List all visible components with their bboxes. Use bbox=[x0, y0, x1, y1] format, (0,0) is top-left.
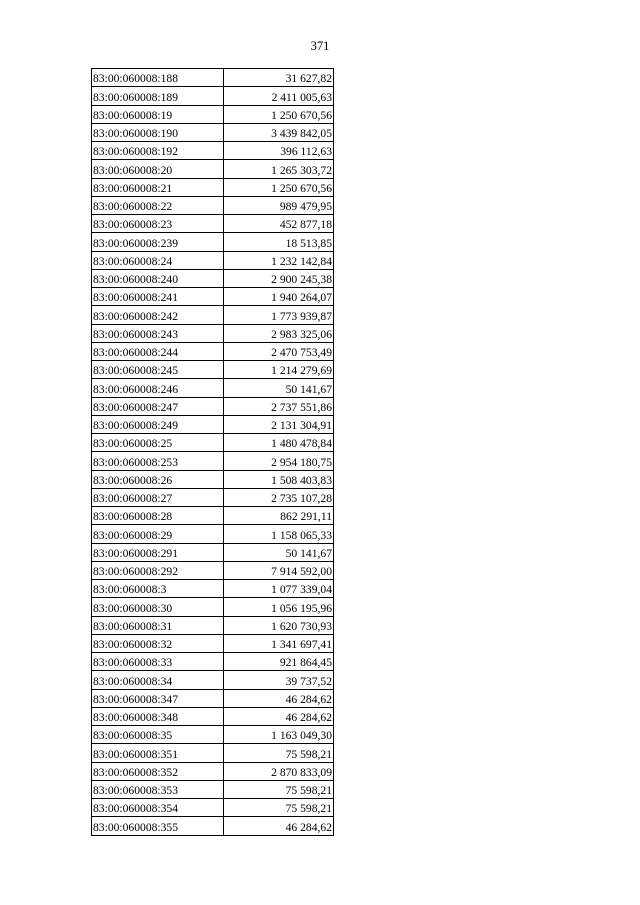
table-row bbox=[92, 762, 334, 780]
cadastral-value-cell: 1 773 939,87 bbox=[224, 306, 334, 324]
table-row bbox=[92, 397, 334, 415]
cadastral-value-cell: 50 141,67 bbox=[224, 379, 334, 397]
cadastral-value-cell: 31 627,82 bbox=[224, 69, 334, 87]
table-row bbox=[92, 634, 334, 652]
cadastral-value-cell: 75 598,21 bbox=[224, 744, 334, 762]
cadastral-value-cell: 2 737 551,86 bbox=[224, 397, 334, 415]
cadastral-number-cell: 83:00:060008:292 bbox=[92, 561, 224, 579]
table-row bbox=[92, 379, 334, 397]
cadastral-number-cell: 83:00:060008:247 bbox=[92, 397, 224, 415]
cadastral-value-cell: 2 954 180,75 bbox=[224, 452, 334, 470]
table-row bbox=[92, 123, 334, 141]
cadastral-value-cell: 2 735 107,28 bbox=[224, 488, 334, 506]
cadastral-number-cell: 83:00:060008:241 bbox=[92, 288, 224, 306]
cadastral-value-cell: 46 284,62 bbox=[224, 817, 334, 835]
cadastral-number-cell: 83:00:060008:31 bbox=[92, 616, 224, 634]
table-row bbox=[92, 361, 334, 379]
table-row bbox=[92, 744, 334, 762]
cadastral-number-cell: 83:00:060008:189 bbox=[92, 87, 224, 105]
table-row bbox=[92, 415, 334, 433]
cadastral-value-cell: 75 598,21 bbox=[224, 799, 334, 817]
table-body bbox=[92, 69, 334, 836]
cadastral-number-cell: 83:00:060008:24 bbox=[92, 251, 224, 269]
cadastral-number-cell: 83:00:060008:23 bbox=[92, 215, 224, 233]
cadastral-value-cell: 1 056 195,96 bbox=[224, 598, 334, 616]
table-row bbox=[92, 269, 334, 287]
table-row bbox=[92, 233, 334, 251]
cadastral-value-cell: 2 411 005,63 bbox=[224, 87, 334, 105]
cadastral-number-cell: 83:00:060008:30 bbox=[92, 598, 224, 616]
cadastral-value-cell: 18 513,85 bbox=[224, 233, 334, 251]
cadastral-number-cell: 83:00:060008:28 bbox=[92, 507, 224, 525]
cadastral-number-cell: 83:00:060008:25 bbox=[92, 434, 224, 452]
cadastral-value-cell: 1 232 142,84 bbox=[224, 251, 334, 269]
table-row bbox=[92, 160, 334, 178]
cadastral-value-cell: 921 864,45 bbox=[224, 653, 334, 671]
table-row bbox=[92, 178, 334, 196]
table-row bbox=[92, 799, 334, 817]
table-row bbox=[92, 598, 334, 616]
cadastral-number-cell: 83:00:060008:239 bbox=[92, 233, 224, 251]
table-row bbox=[92, 580, 334, 598]
cadastral-number-cell: 83:00:060008:355 bbox=[92, 817, 224, 835]
cadastral-value-cell: 1 508 403,83 bbox=[224, 470, 334, 488]
cadastral-number-cell: 83:00:060008:242 bbox=[92, 306, 224, 324]
cadastral-value-cell: 7 914 592,00 bbox=[224, 561, 334, 579]
cadastral-number-cell: 83:00:060008:352 bbox=[92, 762, 224, 780]
table-row bbox=[92, 215, 334, 233]
cadastral-number-cell: 83:00:060008:244 bbox=[92, 342, 224, 360]
table-row bbox=[92, 817, 334, 835]
cadastral-number-cell: 83:00:060008:3 bbox=[92, 580, 224, 598]
cadastral-number-cell: 83:00:060008:34 bbox=[92, 671, 224, 689]
cadastral-number-cell: 83:00:060008:19 bbox=[92, 105, 224, 123]
cadastral-value-cell: 3 439 842,05 bbox=[224, 123, 334, 141]
cadastral-number-cell: 83:00:060008:348 bbox=[92, 707, 224, 725]
cadastral-value-cell: 396 112,63 bbox=[224, 142, 334, 160]
cadastral-number-cell: 83:00:060008:243 bbox=[92, 324, 224, 342]
table-row bbox=[92, 671, 334, 689]
cadastral-number-cell: 83:00:060008:188 bbox=[92, 69, 224, 87]
cadastral-value-cell: 1 158 065,33 bbox=[224, 525, 334, 543]
cadastral-number-cell: 83:00:060008:249 bbox=[92, 415, 224, 433]
table-row bbox=[92, 105, 334, 123]
cadastral-number-cell: 83:00:060008:32 bbox=[92, 634, 224, 652]
table-row bbox=[92, 689, 334, 707]
table-row bbox=[92, 507, 334, 525]
table-row bbox=[92, 488, 334, 506]
cadastral-value-cell: 1 077 339,04 bbox=[224, 580, 334, 598]
cadastral-number-cell: 83:00:060008:35 bbox=[92, 726, 224, 744]
table-row bbox=[92, 561, 334, 579]
cadastral-value-cell: 1 265 303,72 bbox=[224, 160, 334, 178]
table-row bbox=[92, 653, 334, 671]
cadastral-number-cell: 83:00:060008:27 bbox=[92, 488, 224, 506]
cadastral-number-cell: 83:00:060008:29 bbox=[92, 525, 224, 543]
cadastral-value-cell: 2 870 833,09 bbox=[224, 762, 334, 780]
cadastral-value-cell: 1 620 730,93 bbox=[224, 616, 334, 634]
table-row bbox=[92, 434, 334, 452]
cadastral-number-cell: 83:00:060008:190 bbox=[92, 123, 224, 141]
cadastral-value-cell: 2 900 245,38 bbox=[224, 269, 334, 287]
table-row bbox=[92, 726, 334, 744]
cadastral-value-cell: 50 141,67 bbox=[224, 543, 334, 561]
cadastral-value-cell: 1 480 478,84 bbox=[224, 434, 334, 452]
table-row bbox=[92, 196, 334, 214]
table-row bbox=[92, 142, 334, 160]
cadastral-value-cell: 1 250 670,56 bbox=[224, 105, 334, 123]
cadastral-value-cell: 46 284,62 bbox=[224, 707, 334, 725]
table-row bbox=[92, 288, 334, 306]
table-row bbox=[92, 543, 334, 561]
cadastral-value-cell: 2 983 325,06 bbox=[224, 324, 334, 342]
cadastral-value-cell: 989 479,95 bbox=[224, 196, 334, 214]
cadastral-number-cell: 83:00:060008:26 bbox=[92, 470, 224, 488]
cadastral-number-cell: 83:00:060008:351 bbox=[92, 744, 224, 762]
table-row bbox=[92, 470, 334, 488]
table-row bbox=[92, 525, 334, 543]
cadastral-value-cell: 452 877,18 bbox=[224, 215, 334, 233]
cadastral-value-cell: 1 250 670,56 bbox=[224, 178, 334, 196]
cadastral-value-cell: 1 341 697,41 bbox=[224, 634, 334, 652]
table-row bbox=[92, 251, 334, 269]
cadastral-value-cell: 1 163 049,30 bbox=[224, 726, 334, 744]
cadastral-value-cell: 862 291,11 bbox=[224, 507, 334, 525]
cadastral-number-cell: 83:00:060008:33 bbox=[92, 653, 224, 671]
cadastral-number-cell: 83:00:060008:245 bbox=[92, 361, 224, 379]
cadastral-value-cell: 75 598,21 bbox=[224, 780, 334, 798]
table-row bbox=[92, 342, 334, 360]
table-row bbox=[92, 69, 334, 87]
cadastral-value-cell: 1 214 279,69 bbox=[224, 361, 334, 379]
cadastral-value-cell: 2 131 304,91 bbox=[224, 415, 334, 433]
cadastral-value-cell: 1 940 264,07 bbox=[224, 288, 334, 306]
cadastral-number-cell: 83:00:060008:354 bbox=[92, 799, 224, 817]
cadastral-value-cell: 46 284,62 bbox=[224, 689, 334, 707]
cadastral-value-cell: 2 470 753,49 bbox=[224, 342, 334, 360]
table-row bbox=[92, 324, 334, 342]
cadastral-number-cell: 83:00:060008:240 bbox=[92, 269, 224, 287]
cadastral-number-cell: 83:00:060008:291 bbox=[92, 543, 224, 561]
cadastral-value-table bbox=[91, 68, 334, 836]
cadastral-number-cell: 83:00:060008:253 bbox=[92, 452, 224, 470]
cadastral-number-cell: 83:00:060008:353 bbox=[92, 780, 224, 798]
cadastral-value-cell: 39 737,52 bbox=[224, 671, 334, 689]
table-row bbox=[92, 452, 334, 470]
table-row bbox=[92, 306, 334, 324]
cadastral-number-cell: 83:00:060008:246 bbox=[92, 379, 224, 397]
table-row bbox=[92, 87, 334, 105]
table-row bbox=[92, 707, 334, 725]
cadastral-number-cell: 83:00:060008:347 bbox=[92, 689, 224, 707]
cadastral-number-cell: 83:00:060008:22 bbox=[92, 196, 224, 214]
cadastral-number-cell: 83:00:060008:192 bbox=[92, 142, 224, 160]
cadastral-number-cell: 83:00:060008:21 bbox=[92, 178, 224, 196]
table-row bbox=[92, 780, 334, 798]
cadastral-number-cell: 83:00:060008:20 bbox=[92, 160, 224, 178]
page-number: 371 bbox=[310, 39, 330, 53]
table-row bbox=[92, 616, 334, 634]
